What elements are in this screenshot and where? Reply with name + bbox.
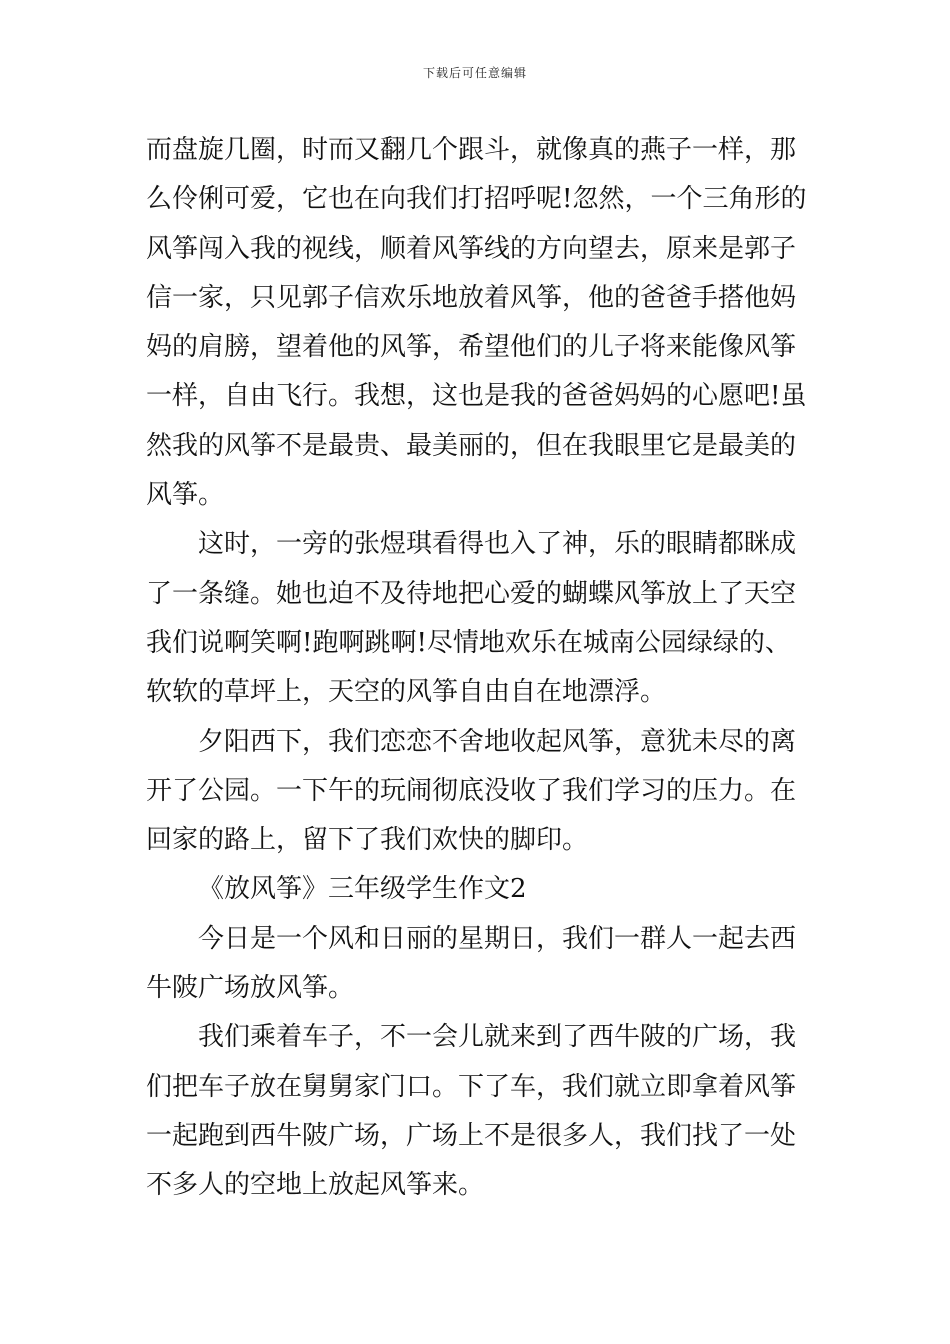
text-line: 风筝闯入我的视线，顺着风筝线的方向望去，原来是郭子 <box>146 233 797 264</box>
paragraph <box>146 718 806 866</box>
text-line: 我们说啊笑啊!跑啊跳啊!尽情地欢乐在城南公园绿绿的、 <box>146 627 791 658</box>
text-line: 一起跑到西牛陂广场，广场上不是很多人，我们找了一处 <box>146 1120 797 1151</box>
text-line: 信一家，只见郭子信欢乐地放着风筝，他的爸爸手搭他妈 <box>146 282 797 313</box>
text-line: 回家的路上，留下了我们欢快的脚印。 <box>146 825 589 856</box>
text-line: 风筝。 <box>146 480 225 511</box>
document-body <box>146 126 806 1211</box>
text-line: 今日是一个风和日丽的星期日，我们一群人一起去西 <box>198 923 797 954</box>
text-line: 么伶俐可爱，它也在向我们打招呼呢!忽然，一个三角形的 <box>146 184 807 215</box>
text-line: 牛陂广场放风筝。 <box>146 973 355 1004</box>
text-line: 软软的草坪上，天空的风筝自由自在地漂浮。 <box>146 677 667 708</box>
text-line: 了一条缝。她也迫不及待地把心爱的蝴蝶风筝放上了天空 <box>146 578 797 609</box>
heading-line: 《放风筝》三年级学生作文2 <box>198 874 527 905</box>
text-line: 夕阳西下，我们恋恋不舍地收起风筝，意犹未尽的离 <box>198 726 797 757</box>
paragraph <box>146 126 806 520</box>
text-line: 开了公园。一下午的玩闹彻底没收了我们学习的压力。在 <box>146 775 797 806</box>
text-line: 们把车子放在舅舅家门口。下了车，我们就立即拿着风筝 <box>146 1071 797 1102</box>
paragraph <box>146 1013 806 1210</box>
text-line: 然我的风筝不是最贵、最美丽的，但在我眼里它是最美的 <box>146 430 797 461</box>
paragraph <box>146 520 806 717</box>
paragraph <box>146 915 806 1014</box>
text-line: 一样，自由飞行。我想，这也是我的爸爸妈妈的心愿吧!虽 <box>146 381 807 412</box>
section-heading <box>146 865 806 914</box>
text-line: 这时，一旁的张煜琪看得也入了神，乐的眼睛都眯成 <box>198 529 797 560</box>
text-line: 不多人的空地上放起风筝来。 <box>146 1170 485 1201</box>
text-line: 而盘旋几圈，时而又翻几个跟斗，就像真的燕子一样，那 <box>146 135 797 165</box>
page-header: 下载后可任意编辑 <box>422 66 527 80</box>
text-line: 妈的肩膀，望着他的风筝，希望他们的儿子将来能像风筝 <box>146 332 797 363</box>
text-line: 我们乘着车子，不一会儿就来到了西牛陂的广场，我 <box>198 1022 797 1053</box>
